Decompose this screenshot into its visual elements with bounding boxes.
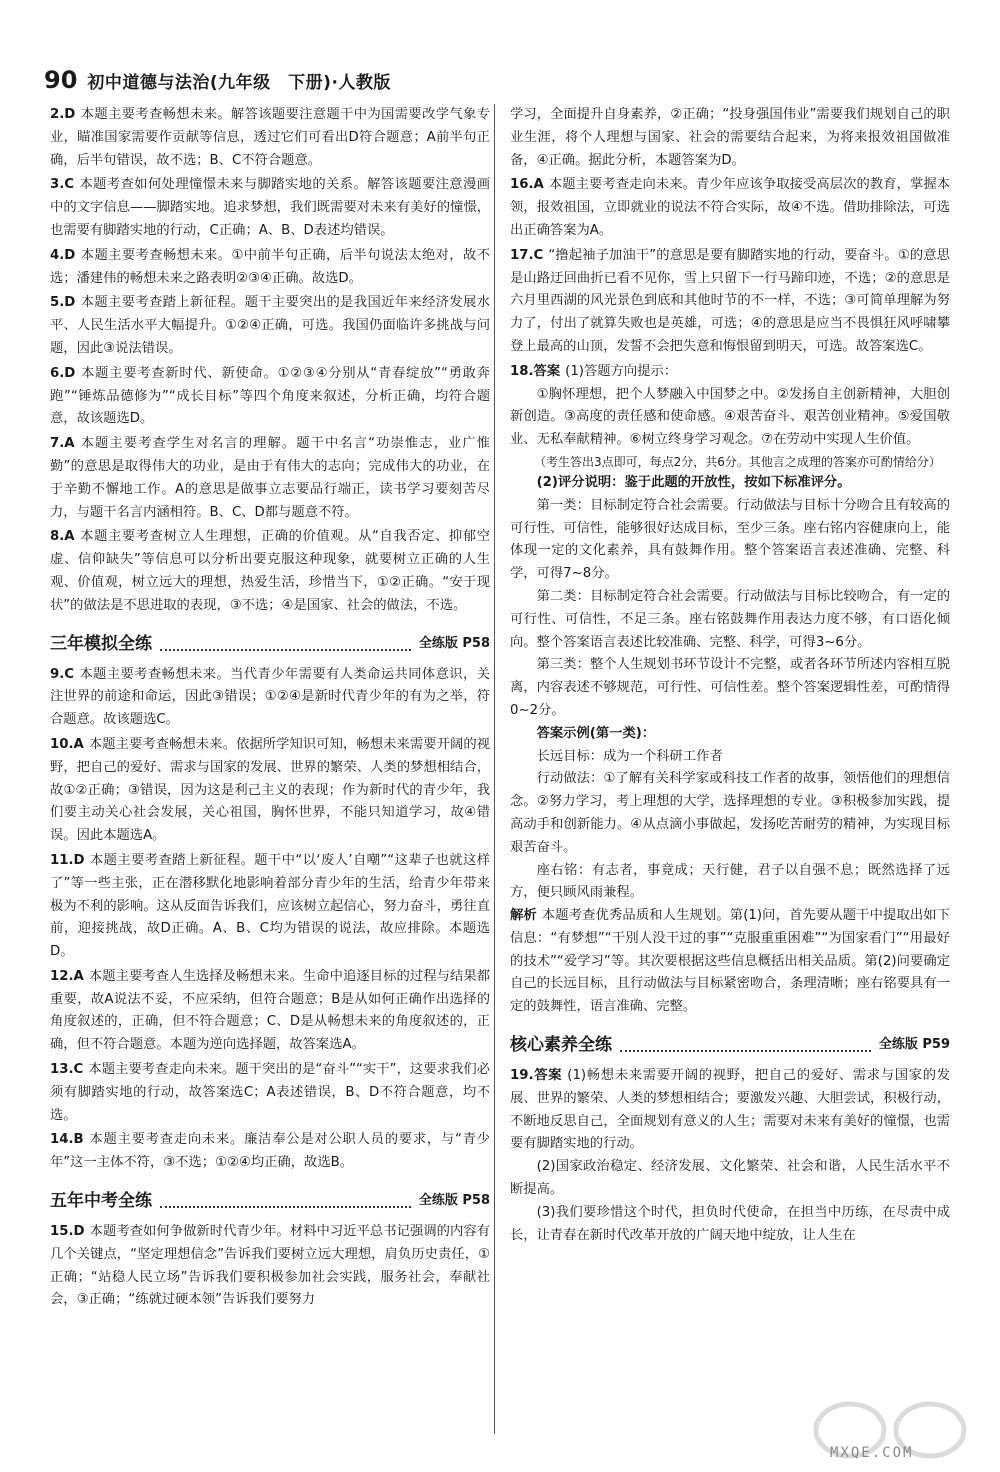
answer-paragraph: 第二类：目标制定符合社会需要。行动做法与目标比较吻合，有一定的可行性、可信性，不足三条。座右铭鼓舞作用表达力度不够，有口语化倾向。整个答案语言表述比较准确、完整、科学，可得3~6分。 bbox=[510, 588, 950, 650]
answer-number: 4.D bbox=[50, 247, 76, 263]
section-title: 核心素养全练 bbox=[510, 1035, 612, 1056]
answer-item bbox=[50, 966, 490, 1057]
answer-number: 5.D bbox=[50, 295, 76, 311]
answer-number: 19.答案 bbox=[510, 1068, 563, 1084]
answer-number: 9.C bbox=[50, 666, 75, 682]
answer-text: 本题主要考查畅想未来。当代青少年需要有人类命运共同体意识，关注世界的前途和命运，因此③错误；①②④是新时代青少年的有为之举，符合题意。故该题选C。 bbox=[50, 666, 490, 728]
answer-text: “撸起袖子加油干”的意思是要有脚踏实地的行动，要奋斗。①的意思是山路迂回曲折已看不见你，雪上只留下一行马蹄印迹，不选；②的意思是六月里西湖的风光景色到底和其他时节的不一样，不选；③可简单理解为努力了，付出了就算失败也是英雄，可选；④的意思是应当不畏惧狂风呼啸攀登上最高的山顶，发誓不会把失意和悔恨留到明天，可选。故答案选C。 bbox=[510, 247, 950, 354]
answer-number: 7.A bbox=[50, 436, 75, 452]
answer-text: 本题主要考查走向未来。廉洁奉公是对公职人员的要求，与“青少年”这一主体不符，③不选；①②④均正确，故选B。 bbox=[50, 1132, 490, 1171]
answer-item bbox=[50, 433, 490, 524]
answer-text: 本题主要考查踏上新征程。题干中“以‘废人’自嘲”“这辈子也就这样了”等一些主张，正在潜移默化地影响着部分青少年的生活，给青少年带来极为不利的影响。这从反面告诉我们，应该树立起信心，努力奋斗，勇往直前，迎接挑战，故D正确。A、B、C均为错误的说法，故应排除。本题选D。 bbox=[50, 852, 490, 960]
watermark-text: MXQE.COM bbox=[830, 1445, 914, 1461]
answer-number: 14.B bbox=[50, 1132, 84, 1148]
answer-item bbox=[50, 174, 490, 242]
right-column bbox=[510, 104, 950, 1439]
book-title: 初中道德与法治(九年级 下册)·人教版 bbox=[87, 72, 391, 93]
answer-paragraph: 第一类：目标制定符合社会需要。行动做法与目标十分吻合且有较高的可行性、可信性，能够很好达成目标，至少三条。座右铭内容健康向上，能体现一定的文化素养，具有鼓舞作用。整个答案语言表述准确、完整、科学，可得7~8分。 bbox=[510, 497, 950, 582]
answer-text: 本题主要考查踏上新征程。题干主要突出的是我国近年来经济发展水平、人民生活水平大幅提升。①②④正确，可选。我国仍面临许多挑战与问题，因此③说法错误。 bbox=[50, 295, 490, 356]
answer-item-18 bbox=[510, 361, 950, 1019]
answer-text: (1)答题方向提示： bbox=[565, 363, 678, 379]
answer-paragraph: (2)评分说明：鉴于此题的开放性，按如下标准评分。 bbox=[536, 474, 851, 490]
page-header bbox=[44, 62, 956, 98]
answer-text: 本题主要考查人生选择及畅想未来。生命中追逐目标的过程与结果都重要，故A说法不妥，不应采纳，但符合题意；B是从如何正确作出选择的角度叙述的，正确，但不符合题意；C、D是从畅想未来的角度叙述的，正确，但不符合题意。本题为逆向选择题，故答案选A。 bbox=[50, 968, 490, 1053]
answer-item bbox=[50, 664, 490, 732]
answer-item bbox=[50, 1059, 490, 1127]
analysis-text: 本题考查优秀品质和人生规划。第(1)问，首先要从题干中提取出如下信息：“有梦想”“干別人没干过的事”“克服重重困难”“为国家看门”“用最好的技术”“爱学习”等。其次要根据这些信息概括出相关品质。第(2)问要确定自己的长远目标，且行动做法与目标紧密吻合，条理清晰；座右铭要具有一定的鼓舞性，语言准确、完整。 bbox=[510, 908, 950, 1015]
answer-item bbox=[510, 245, 950, 359]
answer-text: 本题主要考查走向未来。题干突出的是“奋斗”“实干”，这要求我们必须有脚踏实地的行动，故答案选C；A表述错误，B、D不符合题意，均不选。 bbox=[50, 1062, 490, 1123]
left-column bbox=[50, 104, 490, 1439]
answer-item bbox=[50, 850, 490, 964]
section-title: 五年中考全练 bbox=[50, 1191, 152, 1212]
column-divider bbox=[494, 104, 495, 1434]
section-page-ref: 全练版 P58 bbox=[418, 635, 490, 651]
answer-text: 本题主要考查新时代、新使命。①②③④分别从“青春绽放”“勇敢奔跑”“锤炼品德修为”“成长目标”等四个角度来叙述，分析正确，均符合题意，故该题选D。 bbox=[50, 365, 490, 427]
section-title: 三年模拟全练 bbox=[50, 633, 152, 654]
answer-item bbox=[50, 104, 490, 172]
section-page-ref: 全练版 P58 bbox=[418, 1193, 490, 1209]
section-header bbox=[50, 1185, 490, 1213]
dotted-leader bbox=[160, 1206, 411, 1208]
answer-item bbox=[50, 526, 490, 617]
answer-paragraph: 长远目标：成为一个科研工作者 bbox=[536, 748, 723, 764]
answer-paragraph: (2)国家政治稳定、经济发展、文化繁荣、社会和谐，人民生活水平不断提高。 bbox=[510, 1159, 950, 1198]
scoring-note: （考生答出3点即可，每点2分，共6分。其他言之成理的答案亦可酌情给分） bbox=[534, 454, 941, 469]
answer-item bbox=[50, 1129, 490, 1175]
answer-number: 12.A bbox=[50, 968, 84, 984]
answer-continuation: 学习，全面提升自身素养，②正确；“投身强国伟业”需要我们规划自己的职业生涯，将个人理想与国家、社会的需要结合起来，为将来报效祖国做准备，④正确。据此分析，本题答案为D。 bbox=[510, 107, 950, 168]
answer-paragraph: 第三类：整个人生规划书环节设计不完整，或者各环节所述内容相互脱离，内容表述不够规范，可行性、可信性差。整个答案逻辑性差，可酌情得0~2分。 bbox=[510, 657, 950, 718]
answer-text: 本题主要考查畅想未来。①中前半句正确，后半句说法太绝对，故不选；潘建伟的畅想未来之路表明②③④正确。故选D。 bbox=[50, 247, 490, 286]
answer-text: 本题考查如何争做新时代青少年。材料中习近平总书记强调的内容有几个关键点，“坚定理想信念”告诉我们要树立远大理想，肩负历史责任，①正确；“站稳人民立场”告诉我们要积极参加社会实践，服务社会，奉献社会，③正确；“练就过硬本领”告诉我们要努力 bbox=[50, 1224, 490, 1308]
answer-item bbox=[510, 174, 950, 242]
answer-number: 6.D bbox=[50, 365, 76, 381]
answer-item bbox=[50, 1221, 490, 1312]
answer-text: 本题主要考查树立人生理想，正确的价值观。从“自我否定、抑郁空虚、信仰缺失”等信息可以分析出要克服这种现象，就要树立正确的人生观、价值观，树立远大的理想，热爱生活，珍惜当下，①②正确。“安于现状”的做法是不思进取的表现，③不选；④是国家、社会的做法，不选。 bbox=[50, 529, 490, 613]
answer-number: 17.C bbox=[510, 247, 544, 263]
answer-text: 本题考查如何处理憧憬未来与脚踏实地的关系。解答该题要注意漫画中的文字信息——脚踏实地。追求梦想，我们既需要对未来有美好的憧憬，也需要有脚踏实地的行动，C正确；A、B、D表述均错误。 bbox=[50, 177, 490, 238]
analysis-label: 解析 bbox=[510, 908, 537, 924]
answer-number: 15.D bbox=[50, 1224, 85, 1240]
answer-number: 10.A bbox=[50, 736, 84, 752]
answer-paragraph: (3)我们要珍惜这个时代，担负时代使命，在担当中历练，在尽责中成长，让青春在新时代改革开放的广阔天地中绽放，让人生在 bbox=[510, 1204, 950, 1243]
answer-number: 11.D bbox=[50, 852, 85, 868]
section-page-ref: 全练版 P59 bbox=[878, 1037, 950, 1053]
answer-text: 本题主要考查走向未来。青少年应该争取接受高层次的教育，掌握本领，报效祖国，立即就业的说法不符合实际，故④不选。借助排除法，可选出正确答案为A。 bbox=[510, 177, 950, 238]
answer-item-19 bbox=[510, 1065, 950, 1247]
answer-number: 13.C bbox=[50, 1062, 84, 1078]
answer-paragraph: ①胸怀理想，把个人梦融入中国梦之中。②发扬自主创新精神，大胆创新创造。③高度的责任感和使命感。④艰苦奋斗、艰苦创业精神。⑤爱国敬业、无私奉献精神。⑥树立终身学习观念。⑦在劳动中实现人生价值。 bbox=[510, 386, 950, 448]
answer-number: 3.C bbox=[50, 177, 75, 193]
page-number: 90 bbox=[44, 66, 78, 94]
answer-paragraph: 座右铭：有志者，事竟成；天行健，君子以自强不息；既然选择了远方，便只顾风雨兼程。 bbox=[510, 862, 950, 901]
answer-text: 本题主要考查畅想未来。依据所学知识可知，畅想未来需要开阔的视野，把自己的爱好、需求与国家的发展、世界的繁荣、人类的梦想相结合，故①②正确；③错误，因为这是利己主义的表现；作为新时代的青少年，我们要主动关心社会发展，关心祖国，胸怀世界，不能只知道学习，故④错误。因此本题选A。 bbox=[50, 736, 490, 844]
answer-paragraph: 答案示例(第一类)： bbox=[536, 725, 656, 741]
answer-item bbox=[50, 363, 490, 431]
section-header bbox=[510, 1029, 950, 1057]
answer-item bbox=[50, 292, 490, 360]
dotted-leader bbox=[620, 1050, 871, 1052]
answer-item bbox=[50, 245, 490, 291]
answer-item bbox=[50, 734, 490, 848]
answer-number: 18.答案 bbox=[510, 363, 561, 379]
section-header bbox=[50, 628, 490, 656]
answer-text: 本题主要考查畅想未来。解答该题要注意题干中为国需要改学气象专业，瞄准国家需要作贡献等信息，透过它们可看出D符合题意；A前半句正确，后半句错误，故不选；B、C不符合题意。 bbox=[50, 107, 490, 168]
answer-number: 16.A bbox=[510, 177, 544, 193]
dotted-leader bbox=[160, 649, 411, 651]
answer-number: 2.D bbox=[50, 107, 76, 122]
answer-text: (1)畅想未来需要开阔的视野，把自己的爱好、需求与国家的发展、世界的繁荣、人类的梦想相结合；要激发兴趣、大胆尝试，积极行动，不断地反思自己，全面规划有意义的人生；需要对未来有美好的憧憬，也需要有脚踏实地的行动。 bbox=[510, 1068, 950, 1152]
answer-paragraph: 行动做法：①了解有关科学家或科技工作者的故事，领悟他们的理想信念。②努力学习，考上理想的大学，选择理想的专业。③积极参加实践，提高动手和创新能力。④从点滴小事做起，发扬吃苦耐劳的精神，为实现目标艰苦奋斗。 bbox=[510, 771, 950, 855]
answer-number: 8.A bbox=[50, 529, 75, 545]
answer-text: 本题主要考查学生对名言的理解。题干中名言“功崇惟志，业广惟勤”的意思是取得伟大的功业，是由于有伟大的志向；完成伟大的功业，在于辛勤不懈地工作。A的意思是做事立志要品行端正，读书学习要刻苦尽力，与题干名言内涵相符。B、C、D都与题意不符。 bbox=[50, 436, 490, 520]
